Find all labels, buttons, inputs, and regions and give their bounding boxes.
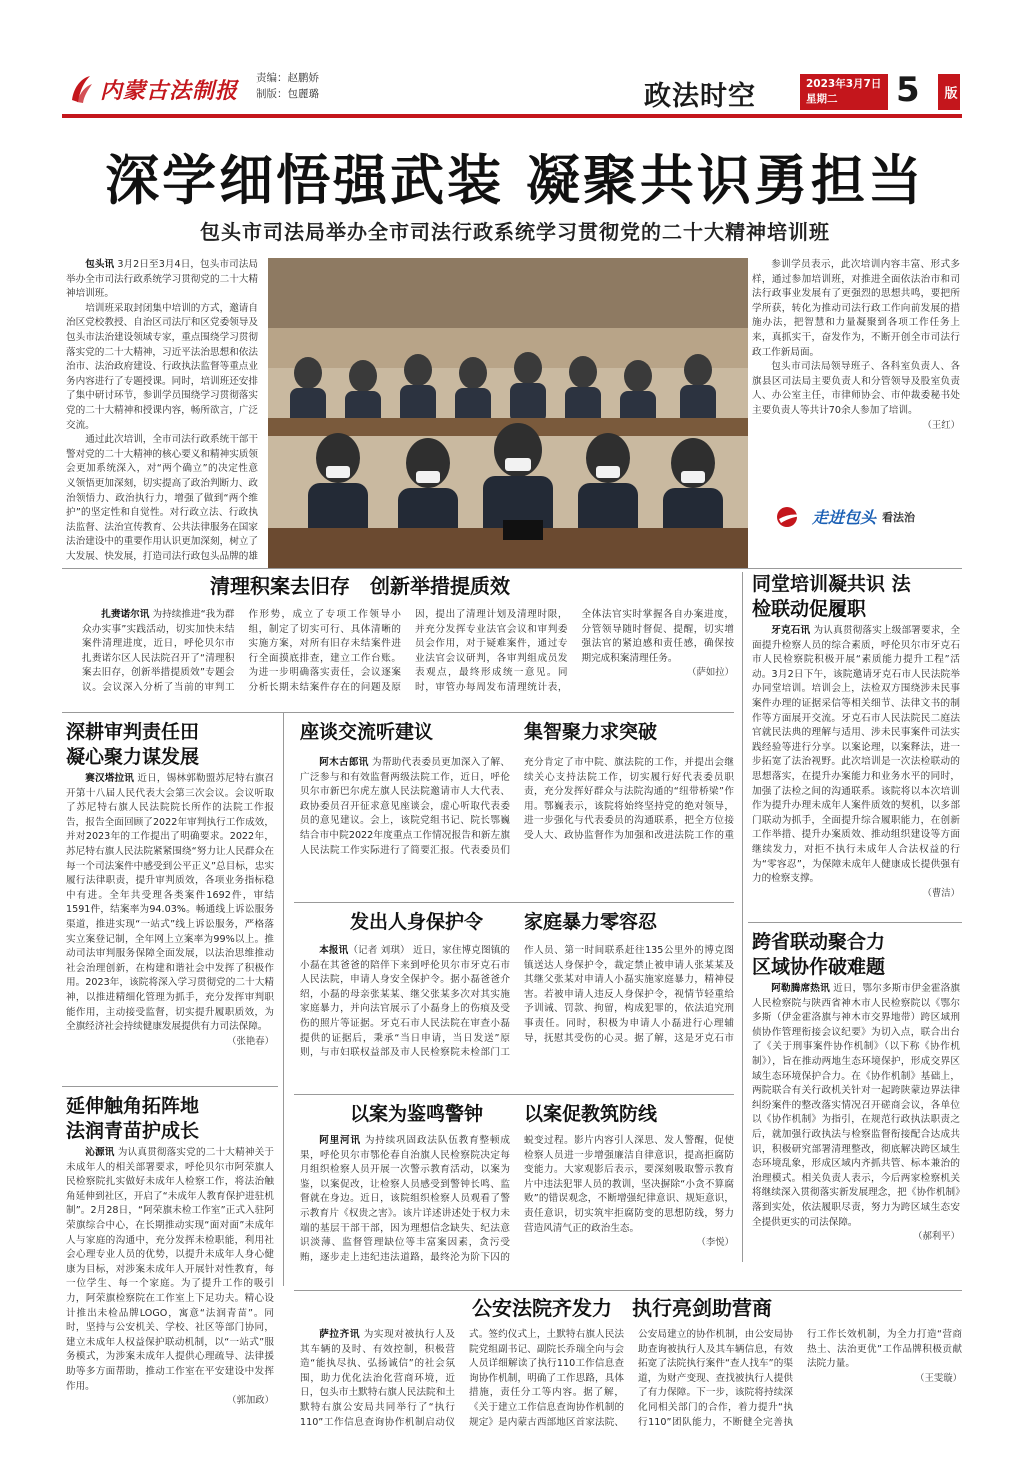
story-title-line2: 区域协作破难题 (752, 956, 886, 978)
story-byline: （王雯璇） (915, 1372, 962, 1384)
story-title: 清理积案去旧存 创新举措提质效 (210, 574, 510, 598)
lead-story-col3 (752, 258, 960, 498)
story-title (66, 720, 199, 770)
story-byline: （曹洁） (922, 887, 960, 899)
lead-story-col1 (66, 258, 258, 564)
story-dateline: 阿勒腾席热讯 (771, 983, 830, 994)
story-text: 近日，家住博克图镇的小磊在其爸爸的陪伴下来到呼伦贝尔市牙克石市人民法院，申请人身安全保护令。据小磊爸爸介绍，小磊的母亲张某某、继父张某多次对其实施家庭暴力，并向法官展示了小磊身上的伤痕及受伤的照片等证据。牙克石市人民法院在审查小磊提供的证据后，秉承“当日申请，当日发送”原则，与市妇联权益部及市人民检察院未检部门工作人员、第一时间联系赶往135公里外的博克图镇送达人身保护令，裁定禁止被申请人张某某及其继父张某对申请人小磊实施家庭暴力，精神侵害。若被申请人违反人身保护令，视情节轻重给予训诫、罚款、拘留，构成犯罪的，依法追究刑事责任。同时，积极为申请人小磊进行心理辅导，抚慰其受伤的心灵。据了解，这是牙克石市 (300, 945, 734, 1059)
story-title: 以案为鉴鸣警钟 (350, 1103, 484, 1125)
story-body (82, 608, 734, 704)
editor-credits (256, 70, 319, 102)
story-dateline: 萨拉齐讯 (319, 1329, 361, 1340)
story-body (300, 944, 734, 1062)
story-body (300, 1328, 962, 1438)
producer-name: 制版：包麗璐 (256, 88, 319, 100)
issue-date: 2023年3月7日 (806, 78, 882, 90)
lead-para2: 培训班采取封闭集中培训的方式，邀请自治区党校教授、自治区司法厅和区党委领导及包头市法治建设领域专家，重点围绕学习贯彻落实党的二十大精神，习近平法治思想和依法治市、法治政府建设、行政执法监督等重点业务内容进行了专题授课。同时，培训班还安排了集中研讨环节，参训学员围绕学习贯彻落实党的二十大精神和授课内容，畅所欲言，广泛交流。 (66, 302, 258, 431)
divider (748, 922, 962, 923)
column-rule (742, 572, 743, 1262)
story-body (66, 772, 274, 1078)
story-text: 近日，锡林郭勒盟苏尼特右旗召开第十八届人民代表大会第三次会议。会议听取了苏尼特右旗人民法院院长所作的法院工作报告，报告全面回顾了2022年审判执行工作成效，并对2023年的工作提出了明确要求。2022年，苏尼特右旗人民法院紧紧围绕“努力让人民群众在每一个司法案件中感受到公平正义”总目标，忠实履行法律职责，提升审判质效，各项业务指标稳中有进。全年共受理各类案件1692件，审结1591件，结案率为94.03%。畅通线上诉讼服务渠道，推进实现“一站式”线上诉讼服务，严格落实立案登记制，全年网上立案率为99%以上。推动司法审判服务保障全面发展，以法治思维推动社会治理创新，在构建和谐社会中发挥了积极作用。2023年，该院将深入学习贯彻党的二十大精神，以推进精细化管理为抓手，充分发挥审判职能作用，主动接受监督，切实提升履职质效，为全旗经济社会持续健康发展提供有力司法保障。 (66, 773, 274, 1033)
story-byline: （萨如拉） (687, 667, 734, 679)
story-title-line1: 跨省联动聚合力 (752, 931, 886, 953)
story-byline: （李悦） (696, 1237, 734, 1249)
story-text: 近日，鄂尔多斯市伊金霍洛旗人民检察院与陕西省神木市人民检察院以《鄂尔多斯（伊金霍洛旗与神木市交界地带）跨区域刑侦协作管理衔接会议纪要》为切入点，联合出台了《关于刑事案件协作机制》（以下称《协作机制》），旨在推动两地生态环境保护，形成交界区域生态环境保护合力。在《协作机制》基础上，两院联合有关行政机关针对一起跨陕蒙边界法律纠纷案件的整改落实情况召开磋商会议，各单位以《协作机制》为指引，在规范行政执法职责之后，就加强行政执法与检察监督衔接配合达成共识，积极研究部署清理整改，彻底解决跨区域生态环境乱象，形成区域内齐抓共管、标本兼治的治理模式。相关负责人表示，今后两家检察机关将继续深入贯彻落实新发展理念，把《协作机制》落到实处，依法履职尽责，努力为跨区域生态安全提供更实的司法保障。 (752, 983, 960, 1228)
story-byline: （张艳春） (227, 1035, 274, 1047)
story-dateline: 牙克石讯 (771, 625, 811, 636)
date-box (800, 74, 888, 110)
section-title: 政法时空 (644, 81, 756, 112)
lead-para4: 参训学员表示，此次培训内容丰富、形式多样，通过参加培训班，对推进全面依法治市和司法行政事业发展有了更强烈的思想共鸣，要把所学所获，转化为推动司法行政工作向前发展的措施办法，把智慧和力量凝聚到各项工作任务上来，真抓实干，奋发作为，不断开创全市司法行政工作新局面。 (752, 259, 960, 358)
kicker-title: 走进包头 (812, 508, 877, 527)
story-title: 以案促教筑防线 (524, 1103, 658, 1125)
story-byline: （郝利平） (913, 1231, 960, 1243)
issue-weekday: 星期二 (806, 93, 838, 105)
masthead-logo (68, 72, 250, 106)
story-text: 为认真贯彻落实上级部署要求，全面提升检察人员的综合素质，呼伦贝尔市牙克石市人民检察院积极开展“素质能力提升工程”活动。3月2日下午，该院邀请牙克石市人民法院举办同堂培训。培训会上，法检双方围绕涉未民事案件办理的证据采信等相关细节、法律文书的制作等方面展开交流。牙克石市人民法院民二庭法官就民法典的理解与适用、涉未民事案件司法实践经验等进行分享。以案论理，以案释法，进一步拓宽了法治视野。此次培训是一次法检联动的思想落实，在提升办案能力和业务水平的同时，加强了法检之间的沟通联系。该院将以本次培训作为提升办理未成年人案件质效的契机，以多部门联动为抓手，全面提升综合履职能力，在创新工作举措、提升办案质效、推动组织建设等方面继续发力，对拒不执行未成年人合法权益的行为“零容忍”，为保障未成年人健康成长提供强有力的检察支撑。 (752, 625, 960, 885)
lead-para1: 3月2日至3月4日，包头市司法局举办全市司法行政系统学习贯彻党的二十大精神培训班。 (66, 259, 258, 300)
story-body (752, 982, 960, 1282)
story-body (66, 1146, 274, 1426)
page-tag: 版 (938, 74, 960, 110)
story-author: （记者 刘琪） (348, 945, 410, 956)
story-text: 为帮助代表委员更加深入了解、广泛参与和有效监督两级法院工作，近日，呼伦贝尔市新巴尔虎左旗人民法院邀请市人大代表、政协委员召开征求意见座谈会，虚心听取代表委员的意见建议。会上，该院党组书记、院长鄂巍结合市中院2022年度重点工作情况报告和新左旗人民法院工作实际进行了简要汇报。代表委员们充分肯定了市中院、旗法院的工作，并提出会继续关心支持法院工作，切实履行好代表委员职责，充分发挥好群众与法院沟通的“纽带桥梁”作用。鄂巍表示，该院将始终坚持党的绝对领导，进一步强化与代表委员的沟通联系，把全方位接受人大、政协监督作为加强和改进法院工作的重 (300, 757, 734, 856)
story-title (752, 572, 912, 622)
page-number: 5 (896, 70, 920, 110)
story-title (66, 1094, 199, 1144)
divider (294, 1094, 734, 1095)
column-kicker (776, 505, 915, 528)
story-body (300, 1134, 734, 1284)
story-title-line1: 深耕审判责任田 (66, 721, 200, 743)
lead-subheadline: 包头市司法局举办全市司法行政系统学习贯彻党的二十大精神培训班 (200, 220, 830, 244)
divider (62, 1086, 278, 1087)
lead-headline: 深学细悟强武装 凝聚共识勇担当 (105, 148, 925, 212)
divider (62, 568, 962, 569)
divider (294, 902, 734, 903)
column-rule (283, 712, 284, 1286)
kicker-subtitle: 看法治 (882, 510, 916, 524)
editor-name: 责编：赵鹏娇 (256, 72, 319, 84)
lead-para5: 包头市司法局领导班子、各科室负责人、各旗县区司法局主要负责人和分管领导及股室负责人、办公室主任，市律师协会、市仲裁委秘书处主要负责人等共计70余人参加了培训。 (752, 361, 960, 416)
story-text: 为实现对被执行人及其车辆的及时、有效控制，积极营造“能执尽执、弘扬诚信”的社会氛围，助力优化法治化营商环境，近日，包头市土默特右旗人民法院和土默特右旗公安局共同举行了“执行110”工作信息查询协作机制启动仪式。签约仪式上，土默特右旗人民法院党组副书记、副院长乔瑞全向与会人员详细解读了执行110工作信息查询协作机制，明确了工作思路，具体措施，责任分工等内容。据了解，《关于建立工作信息查询协作机制的规定》是内蒙古西部地区首家法院、公安局建立的协作机制，由公安局协助查询被执行人及其车辆信息，有效拓宽了法院执行案件“查人找车”的渠道，为财产变现、查找被执行人提供了有力保障。下一步，该院将持续深化同相关部门的合作，着力提升“执行110”团队能力，不断健全完善执行工作长效机制，为全力打造“营商热土、法治更优”工作品牌积极贡献法院力量。 (300, 1329, 962, 1428)
story-title: 发出人身保护令 (350, 911, 484, 933)
lead-byline: （王红） (922, 419, 960, 431)
lead-dateline: 包头讯 (85, 259, 115, 270)
story-dateline: 沁源讯 (85, 1147, 115, 1158)
story-dateline: 阿里河讯 (319, 1135, 361, 1146)
story-title-line: 同堂培训凝共识 法检联动促履职 (752, 573, 911, 620)
story-title (752, 930, 885, 980)
masthead-title: 内蒙古法制报 (100, 77, 239, 104)
story-title-line2: 法润青苗护成长 (66, 1120, 200, 1142)
kicker-logo-icon (776, 506, 806, 528)
masthead-rule (62, 114, 962, 118)
newspaper-logo-icon (68, 74, 94, 104)
training-photo (268, 258, 748, 568)
story-title: 集智聚力求突破 (524, 721, 658, 743)
story-dateline: 扎赉诺尔讯 (101, 609, 150, 620)
story-dateline: 本报讯 (319, 945, 349, 956)
story-title: 家庭暴力零容忍 (524, 911, 658, 933)
divider (62, 712, 734, 713)
divider (294, 1290, 962, 1291)
story-title-line1: 延伸触角拓阵地 (66, 1095, 200, 1117)
story-dateline: 赛汉塔拉讯 (85, 773, 135, 784)
story-body (300, 756, 734, 868)
story-body (752, 624, 960, 914)
story-text: 为认真贯彻落实党的二十大精神关于未成年人的相关部署要求，呼伦贝尔市阿荣旗人民检察院扎实做好未成年人检察工作，将法治触角延伸到社区，开启了“未成年人教育保护进驻机制”。2月28日，“阿荣旗未检工作室”正式入驻阿荣旗综合中心，在长期推动实现“面对面”未成年人与家庭的沟通中，充分发挥未检职能，利用社会心理专业人员的优势，以提升未成年人身心健康为目标，对涉案未成年人开展针对性教育，每一位学生、每一个家庭。为了提升工作的吸引力，阿荣旗检察院在工作室上下足功夫。精心设计推出未检品牌LOGO，寓意“法润青苗”。同时，坚持与公安机关、学校、社区等部门协同，建立未成年人权益保护联动机制，以“一站式”服务模式，为涉案未成年人提供心理疏导、法律援助等多方面帮助，推动工作室在平安建设中发挥作用。 (66, 1147, 274, 1392)
story-text: 为持续推进“我为群众办实事”实践活动，切实加快未结案件清理进度，近日，呼伦贝尔市扎赉诺尔区人民法院召开了“清理积案去旧存，创新举措提质效”专题会议。会议深入分析了当前的审判工作形势，成立了专项工作领导小组，制定了切实可行、具体清晰的实施方案，对所有旧存未结案件进行全面摸底排查，建立工作台账。为进一步明确落实责任，会议逐案分析长期未结案件存在的问题及原因，提出了清理计划及清理时限，并充分发挥专业法官会议和审判委员会作用，对于疑难案件，通过专业法官会议研判，各审判组成员发表观点，最终形成统一意见。同时，审管办每周发布清理统计表，全体法官实时掌握各自办案进度，分管领导随时督促、提醒，切实增强法官的紧迫感和责任感，确保按期完成积案清理任务。 (82, 609, 734, 693)
story-text: 为持续巩固政法队伍教育整顿成果，呼伦贝尔市鄂伦春自治旗人民检察院决定每月组织检察人员开展一次警示教育活动，以案为鉴，以案促改，让检察人员感受到警钟长鸣、监督就在身边。近日，该院组织检察人员观看了警示教育片《权贵之害》。该片详述讲述处于权力未端的基层干部干部，因为理想信念缺失、纪法意识淡薄、监督管理缺位等丰富案因素，贪污受贿，逐步走上违纪违法道路，最终沦为阶下囚的蜕变过程。影片内容引人深思、发人警醒，促使检察人员进一步增强廉洁自律意识，提高拒腐防变能力。大家观影后表示，要深刻吸取警示教育片中违法犯罪人员的教训，坚决摒除“小贪不算腐败”的错误观念，不断增强纪律意识、规矩意识，责任意识，切实筑牢拒腐防变的思想防线，努力营造风清气正的政治生态。 (300, 1135, 734, 1263)
training-photo-image (268, 258, 748, 568)
story-byline: （郭加政） (227, 1395, 274, 1407)
lead-para3: 通过此次培训，全市司法行政系统干部干警对党的二十大精神的核心要义和精神实质领会更加系统深入，对“两个确立”的决定性意义领悟更加深刻，切实提高了政治判断力、政治领悟力、政治执行力，增强了做到“两个维护”的坚定性和自觉性。对行政立法、行政执法监督、法治宣传教育、公共法律服务在国家法治建设中的重要作用认识更加深刻，树立了大发展、快发展，打造司法行政包头品牌的雄 (66, 434, 258, 562)
story-title: 公安法院齐发力 执行亮剑助营商 (472, 1296, 772, 1320)
story-title: 座谈交流听建议 (300, 721, 434, 743)
story-title-line2: 凝心聚力谋发展 (66, 746, 200, 768)
story-dateline: 阿木古郎讯 (319, 757, 369, 768)
